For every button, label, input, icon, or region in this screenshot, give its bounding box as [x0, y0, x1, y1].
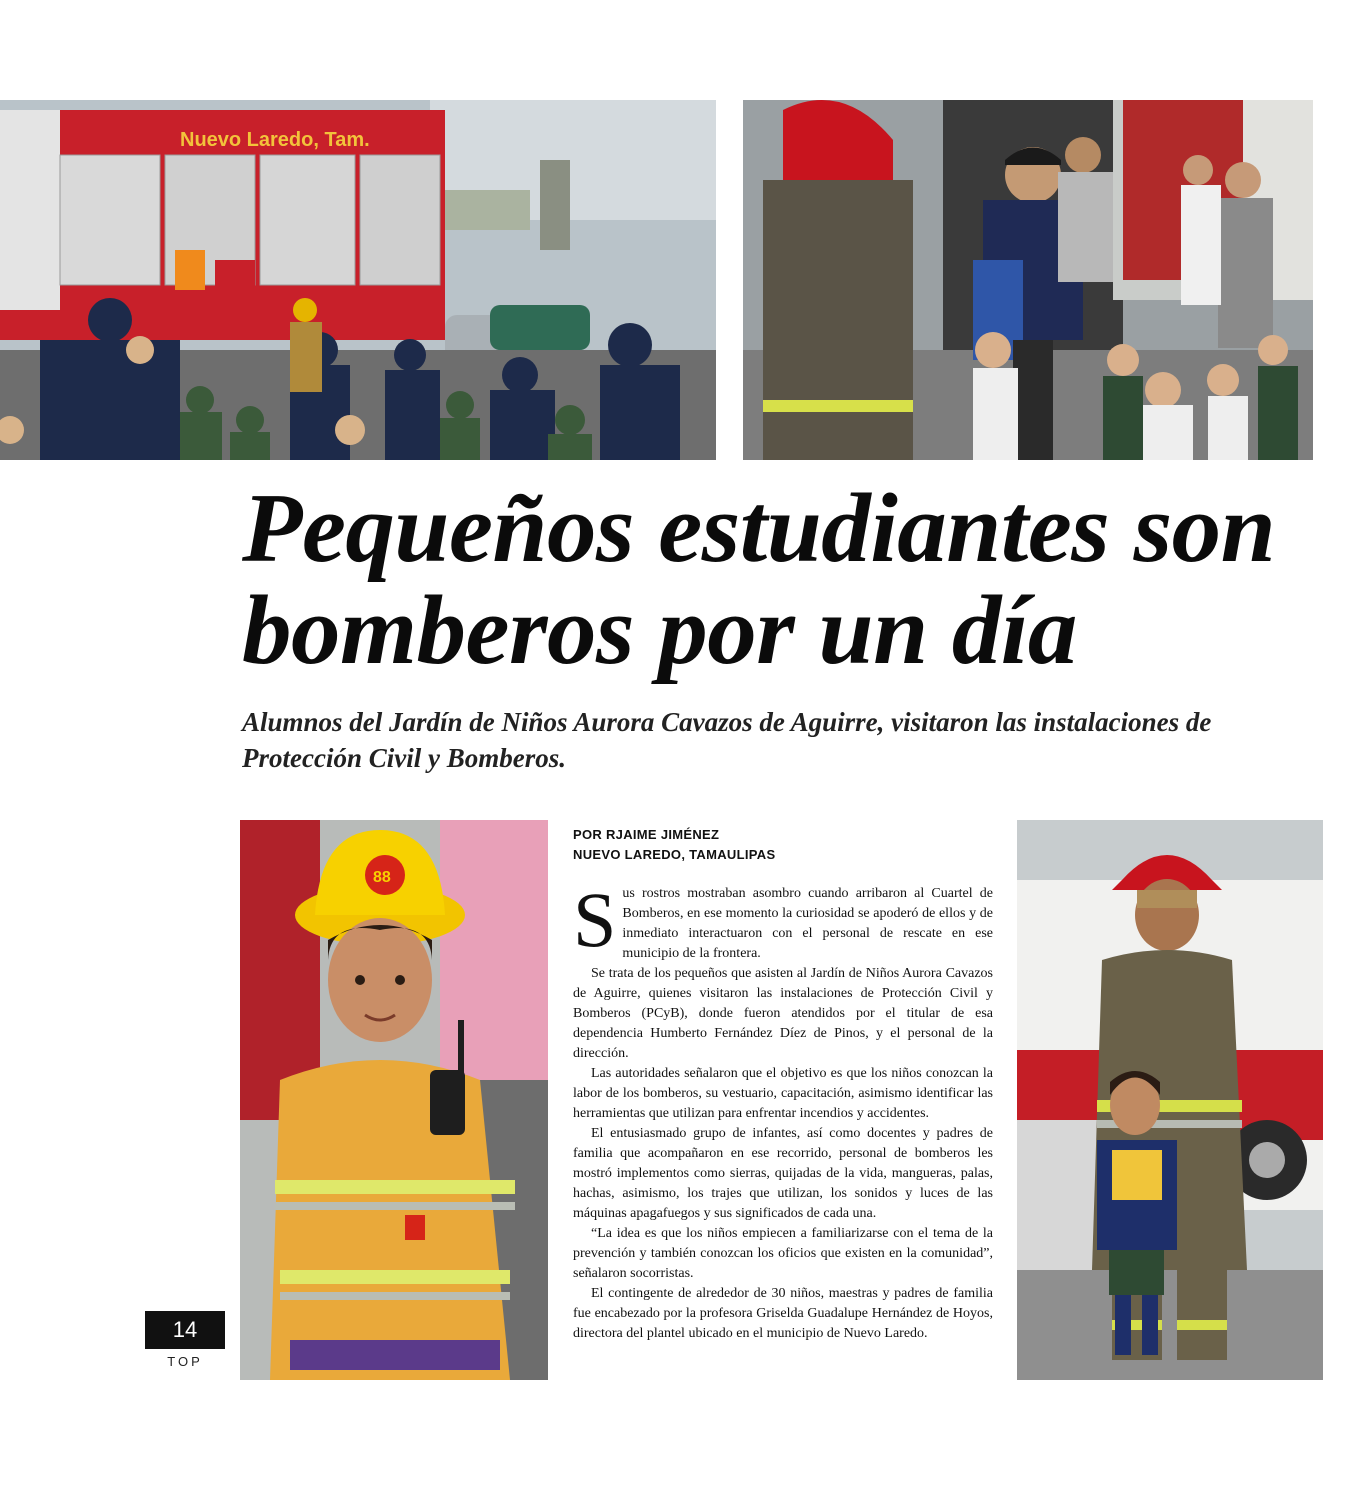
- photo-firefighter-with-girl: [1017, 820, 1323, 1380]
- article-body: [573, 876, 993, 1344]
- photo-girl-firefighter-costume: [240, 820, 548, 1380]
- photo-illustration: [743, 100, 1313, 460]
- truck-lettering: Nuevo Laredo, Tam.: [180, 129, 370, 151]
- page-number: 14: [145, 1311, 225, 1349]
- byline: [573, 825, 775, 865]
- subhead: Alumnos del Jardín de Niños Aurora Cavazos de Aguirre, visitaron las instalaciones de Protección Civil y Bomberos.: [242, 707, 1212, 773]
- article-paragraph: Se trata de los pequeños que asisten al Jardín de Niños Aurora Cavazos de Aguirre, quienes visitaron las instalaciones de Protección Civil y Bomberos (PCyB), donde fueron atendidos por el titular de esa dependencia Humberto Fernández Díez de Pinos, y el personal de la dirección.: [573, 966, 993, 1061]
- headline: Pequeños estudiantes son bomberos por un día: [242, 474, 1276, 685]
- photo-illustration: [1017, 820, 1323, 1380]
- photo-fire-truck-children: [0, 100, 716, 460]
- section-label: TOP: [167, 1354, 203, 1369]
- photo-illustration: [240, 820, 548, 1380]
- drop-cap: S: [573, 876, 617, 963]
- article-paragraph: El entusiasmado grupo de infantes, así como docentes y padres de familia que acompañaron en ese recorrido, personal de bomberos les mostró implementos como sierras, quijadas de la vida, mangueras, palas, hachas, asimismo, los trajes que utilizan, los sonidos y luces de las máquinas apagafuegos y sus significados de cada una.: [573, 1126, 993, 1221]
- photo-illustration: [0, 100, 716, 460]
- byline-author: POR RJAIME JIMÉNEZ: [573, 827, 720, 842]
- article-paragraph: Sus rostros mostraban asombro cuando arribaron al Cuartel de Bomberos, en ese momento la curiosidad se apoderó de ellos y de inmediato interactuaron con el personal de rescate en ese municipio de la frontera.: [573, 876, 993, 963]
- article-paragraph: El contingente de alrededor de 30 niños, maestras y padres de familia fue encabezado por la profesora Griselda Guadalupe Hernández de Hoyos, directora del plantel ubicado en el municipio de Nuevo Laredo.: [573, 1286, 993, 1341]
- article-paragraph: Las autoridades señalaron que el objetivo es que los niños conozcan la labor de los bomberos, su vestuario, capacitación, asimismo identificar las herramientas que utilizan para enfrentar incendios y accidentes.: [573, 1066, 993, 1121]
- photo-firefighter-equipment: [743, 100, 1313, 460]
- byline-location: NUEVO LAREDO, TAMAULIPAS: [573, 847, 776, 862]
- helmet-number: 88: [373, 869, 391, 886]
- article-paragraph: “La idea es que los niños empiecen a familiarizarse con el tema de la prevención y también conozcan los oficios que existen en la comunidad”, señalaron socorristas.: [573, 1226, 993, 1281]
